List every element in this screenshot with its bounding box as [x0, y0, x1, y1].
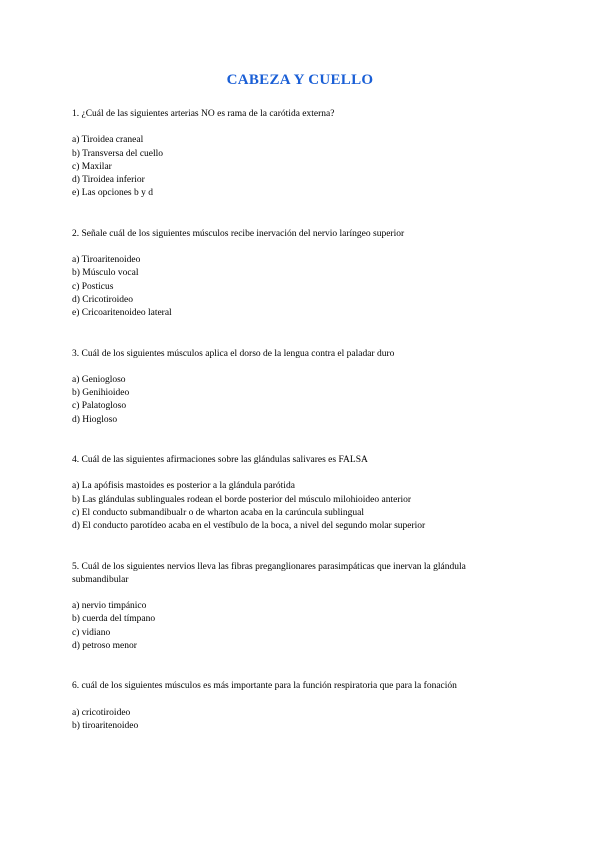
answer-option: d) Tiroidea inferior: [72, 175, 145, 186]
question-list: [72, 108, 472, 760]
answer-option: b) Músculo vocal: [72, 268, 139, 279]
answer-option: b) tiroaritenoideo: [72, 720, 139, 731]
question-5: [72, 561, 472, 654]
answer-option: b) cuerda del tímpano: [72, 614, 156, 625]
answer-option: c) vidiano: [72, 627, 111, 638]
question-4: [72, 454, 472, 533]
answer-option: c) El conducto submandibualr o de wharton acaba en la carúncula sublingual: [72, 507, 365, 518]
answer-option: b) Genihioideo: [72, 388, 130, 399]
page-title: CABEZA Y CUELLO: [226, 72, 374, 88]
answer-option: a) cricotiroideo: [72, 707, 131, 718]
answer-option: d) petroso menor: [72, 641, 137, 652]
answer-option: d) Cricotiroideo: [72, 294, 133, 305]
question-text: 2. Señale cuál de los siguientes músculos recibe inervación del nervio laríngeo superior: [72, 228, 405, 239]
answer-option: c) Palatogloso: [72, 401, 127, 412]
question-text: 4. Cuál de las siguientes afirmaciones sobre las glándulas salivares es FALSA: [72, 455, 368, 466]
answer-option: b) Transversa del cuello: [72, 148, 164, 159]
question-6: [72, 680, 472, 733]
question-1: [72, 108, 472, 201]
question-text: 5. Cuál de los siguientes nervios lleva las fibras preganglionares parasimpáticas que inervan la glándula submandibular: [72, 561, 466, 585]
answer-option: a) Tiroidea craneal: [72, 135, 144, 146]
question-text: 1. ¿Cuál de las siguientes arterias NO es rama de la carótida externa?: [72, 109, 335, 119]
question-3: [72, 348, 472, 427]
answer-option: c) Posticus: [72, 281, 114, 292]
answer-option: a) Tiroaritenoideo: [72, 255, 141, 266]
question-2: [72, 228, 472, 321]
answer-option: a) Geniogloso: [72, 374, 126, 385]
answer-option: e) Cricoaritenoideo lateral: [72, 308, 172, 319]
answer-option: c) Maxilar: [72, 161, 112, 172]
answer-option: d) Hiogloso: [72, 414, 118, 425]
answer-option: b) Las glándulas sublinguales rodean el borde posterior del músculo milohioideo anterior: [72, 494, 412, 505]
answer-option: a) nervio timpánico: [72, 601, 147, 612]
answer-option: d) El conducto parotídeo acaba en el vestíbulo de la boca, a nivel del segundo molar superior: [72, 521, 426, 532]
question-text: 6. cuál de los siguientes músculos es más importante para la función respiratoria que para la fonación: [72, 681, 457, 692]
answer-option: a) La apófisis mastoides es posterior a la glándula parótida: [72, 481, 295, 492]
question-text: 3. Cuál de los siguientes músculos aplica el dorso de la lengua contra el paladar duro: [72, 348, 395, 359]
answer-option: e) Las opciones b y d: [72, 188, 153, 199]
